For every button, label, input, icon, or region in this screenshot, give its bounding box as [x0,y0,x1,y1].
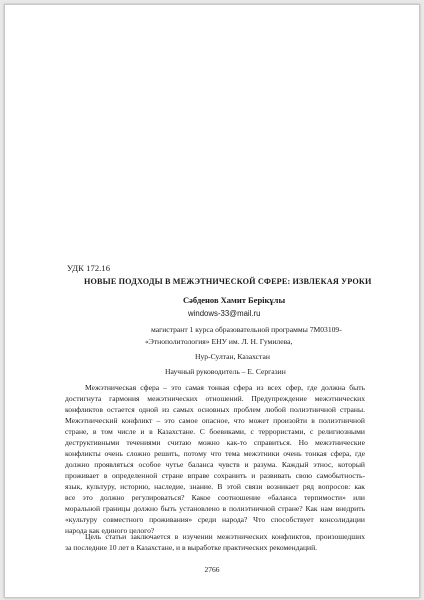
paragraph-line: Межэтническая сфера – это самая тонкая сфера из всех сфер, где должна быть [85,383,365,392]
paragraph-line: моральной границы должно быть установлено в полиэтничной стране? Как нам внедрить [65,504,365,513]
paragraph-line: язык, культуру, историю, наследие, знание. В этой связи возникает ряд вопросов: как [65,482,365,491]
paragraph-line: Цель статьи заключается в изучении межэтнических конфликтов, произошедших [85,532,365,541]
author-name: Сәбденов Хамит Берікұлы [183,295,286,305]
paragraph-line: проживает в определенной стране вправе сохранить и развивать свою самобытность- [65,471,365,480]
author-email[interactable]: windows-33@mail.ru [188,309,261,318]
document-page [4,4,420,598]
paragraph-line: за последние 10 лет в Казахстане, и в выработке практических рекомендаций. [65,543,318,552]
article-title: НОВЫЕ ПОДХОДЫ В МЕЖЭТНИЧЕСКОЙ СФЕРЕ: ИЗВЛЕКАЯ УРОКИ [84,277,372,286]
page-number: 2766 [204,565,220,574]
paragraph-line: Межэтнический конфликт – это самое опасное, что может произойти в полиэтничной [65,416,365,425]
paragraph-line: должно проявляться особое чутье баланса чувств и разума. Каждый этнос, который [65,460,365,469]
supervisor-line: Научный руководитель – Е. Сергазин [165,367,286,376]
paragraph-line: стране, в том числе и в Казахстане. С боевиками, с террористами, с религиозными [65,427,365,436]
paragraph-line: конфликты очень сложно решить, потому что тема межэтники очень тонкая сфера, где [65,449,365,458]
paragraph-line: «культуру совместного проживания» среди народа? Что способствует консолидации [65,515,365,524]
affiliation-line: «Этнополитология» ЕНУ им. Л. Н. Гумилева, [145,337,293,346]
paragraph-line: достигнута гармония межэтнических отношений. Предупреждение межэтнических [65,394,365,403]
paragraph-line: деструктивными течениями считаю можно как-то справиться. Но межэтнические [65,438,365,447]
udk-code: УДК 172.16 [67,263,111,273]
paragraph-line: все это должно регулироваться? Какое соотношение «баланса терпимости» или [65,493,365,502]
affiliation-line: Нур-Султан, Казахстан [195,352,270,361]
paragraph-line: конфликтов остается одной из самых основных проблем любой полиэтничной страны. [65,405,365,414]
body-paragraph [65,382,365,536]
body-paragraph [65,531,365,553]
affiliation-line: магистрант 1 курса образовательной программы 7М03109- [151,325,342,334]
paragraph-line: народа как единого целого? [65,526,155,535]
